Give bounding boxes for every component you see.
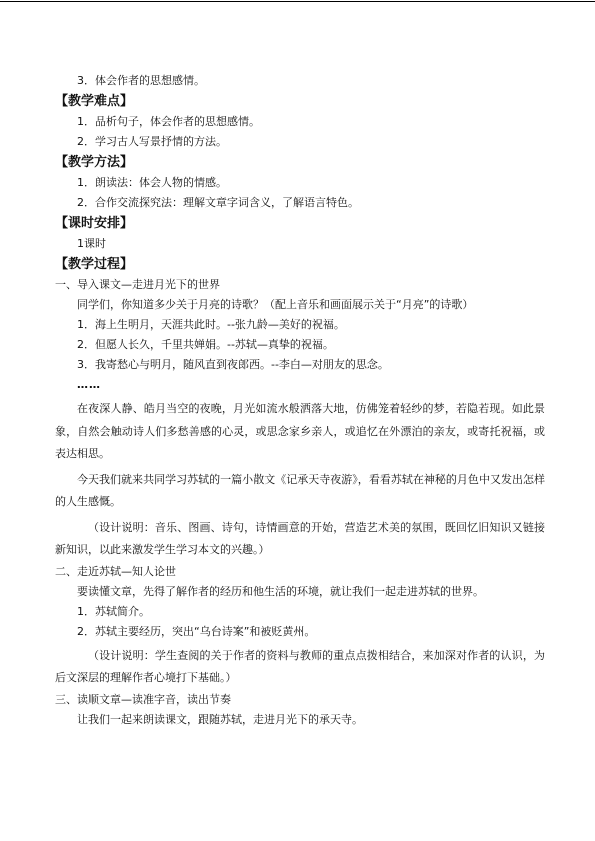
text-line: 2．合作交流探究法：理解文章字词含义，了解语言特色。 xyxy=(77,196,359,209)
section-heading: 【教学过程】 xyxy=(55,257,134,272)
paragraph: 今天我们就来共同学习苏轼的一篇小散文《记承天寺夜游》，看看苏轼在神秘的月色中又发出怎样的人生感慨。 xyxy=(55,472,545,508)
text-line: 2．苏轼主要经历，突出“乌台诗案”和被贬黄州。 xyxy=(77,624,316,638)
text-line: 1．海上生明月，天涯共此时。--张九龄—美好的祝福。 xyxy=(77,318,345,331)
paragraph: （设计说明：学生查阅的关于作者的资料与教师的重点点拨相结合，来加深对作者的认识，为后文深层的理解作者心境打下基础。） xyxy=(55,648,545,684)
text-line: 同学们，你知道多少关于月亮的诗歌？（配上音乐和画面展示关于“月亮”的诗歌） xyxy=(77,298,474,311)
text-line: 让我们一起来朗读课文，跟随苏轼，走进月光下的承天寺。 xyxy=(77,712,363,726)
document-body xyxy=(55,74,545,733)
section-heading: 【课时安排】 xyxy=(55,216,134,231)
text-line: 3．我寄愁心与明月，随风直到夜郎西。--李白—对朋友的思念。 xyxy=(77,358,389,371)
ellipsis: …… xyxy=(77,378,101,391)
text-line: 1．朗读法：体会人物的情感。 xyxy=(77,176,227,189)
subsection-title: 三、读顺文章—读准字音，读出节奏 xyxy=(55,692,231,706)
text-line: 1．苏轼简介。 xyxy=(77,604,150,618)
text-line: 1课时 xyxy=(77,237,106,250)
paragraph: 在夜深人静、皓月当空的夜晚，月光如流水般洒落大地，仿佛笼着轻纱的梦，若隐若现。如此景象，自然会触动诗人们多愁善感的心灵，或思念家乡亲人，或追忆在外漂泊的亲友，或寄托祝福，或表达相思。 xyxy=(55,402,545,460)
paragraph: （设计说明：音乐、图画、诗句，诗情画意的开始，营造艺术美的氛围，既回忆旧知识又链接新知识，以此来激发学生学习本文的兴趣。） xyxy=(55,520,545,556)
text-line: 1．品析句子，体会作者的思想感情。 xyxy=(77,115,260,128)
section-heading: 【教学方法】 xyxy=(55,155,134,170)
section-heading: 【教学难点】 xyxy=(55,94,134,109)
text-line: 2．但愿人长久，千里共婵娟。--苏轼—真挚的祝福。 xyxy=(77,338,334,351)
subsection-title: 二、走近苏轼—知人论世 xyxy=(55,564,176,578)
text-line: 2．学习古人写景抒情的方法。 xyxy=(77,135,227,148)
text-line: 3．体会作者的思想感情。 xyxy=(77,74,205,87)
text-line: 要读懂文章，先得了解作者的经历和他生活的环境，就让我们一起走进苏轼的世界。 xyxy=(77,584,484,598)
header-rule xyxy=(0,1,595,2)
subsection-title: 一、导入课文—走进月光下的世界 xyxy=(55,278,220,291)
